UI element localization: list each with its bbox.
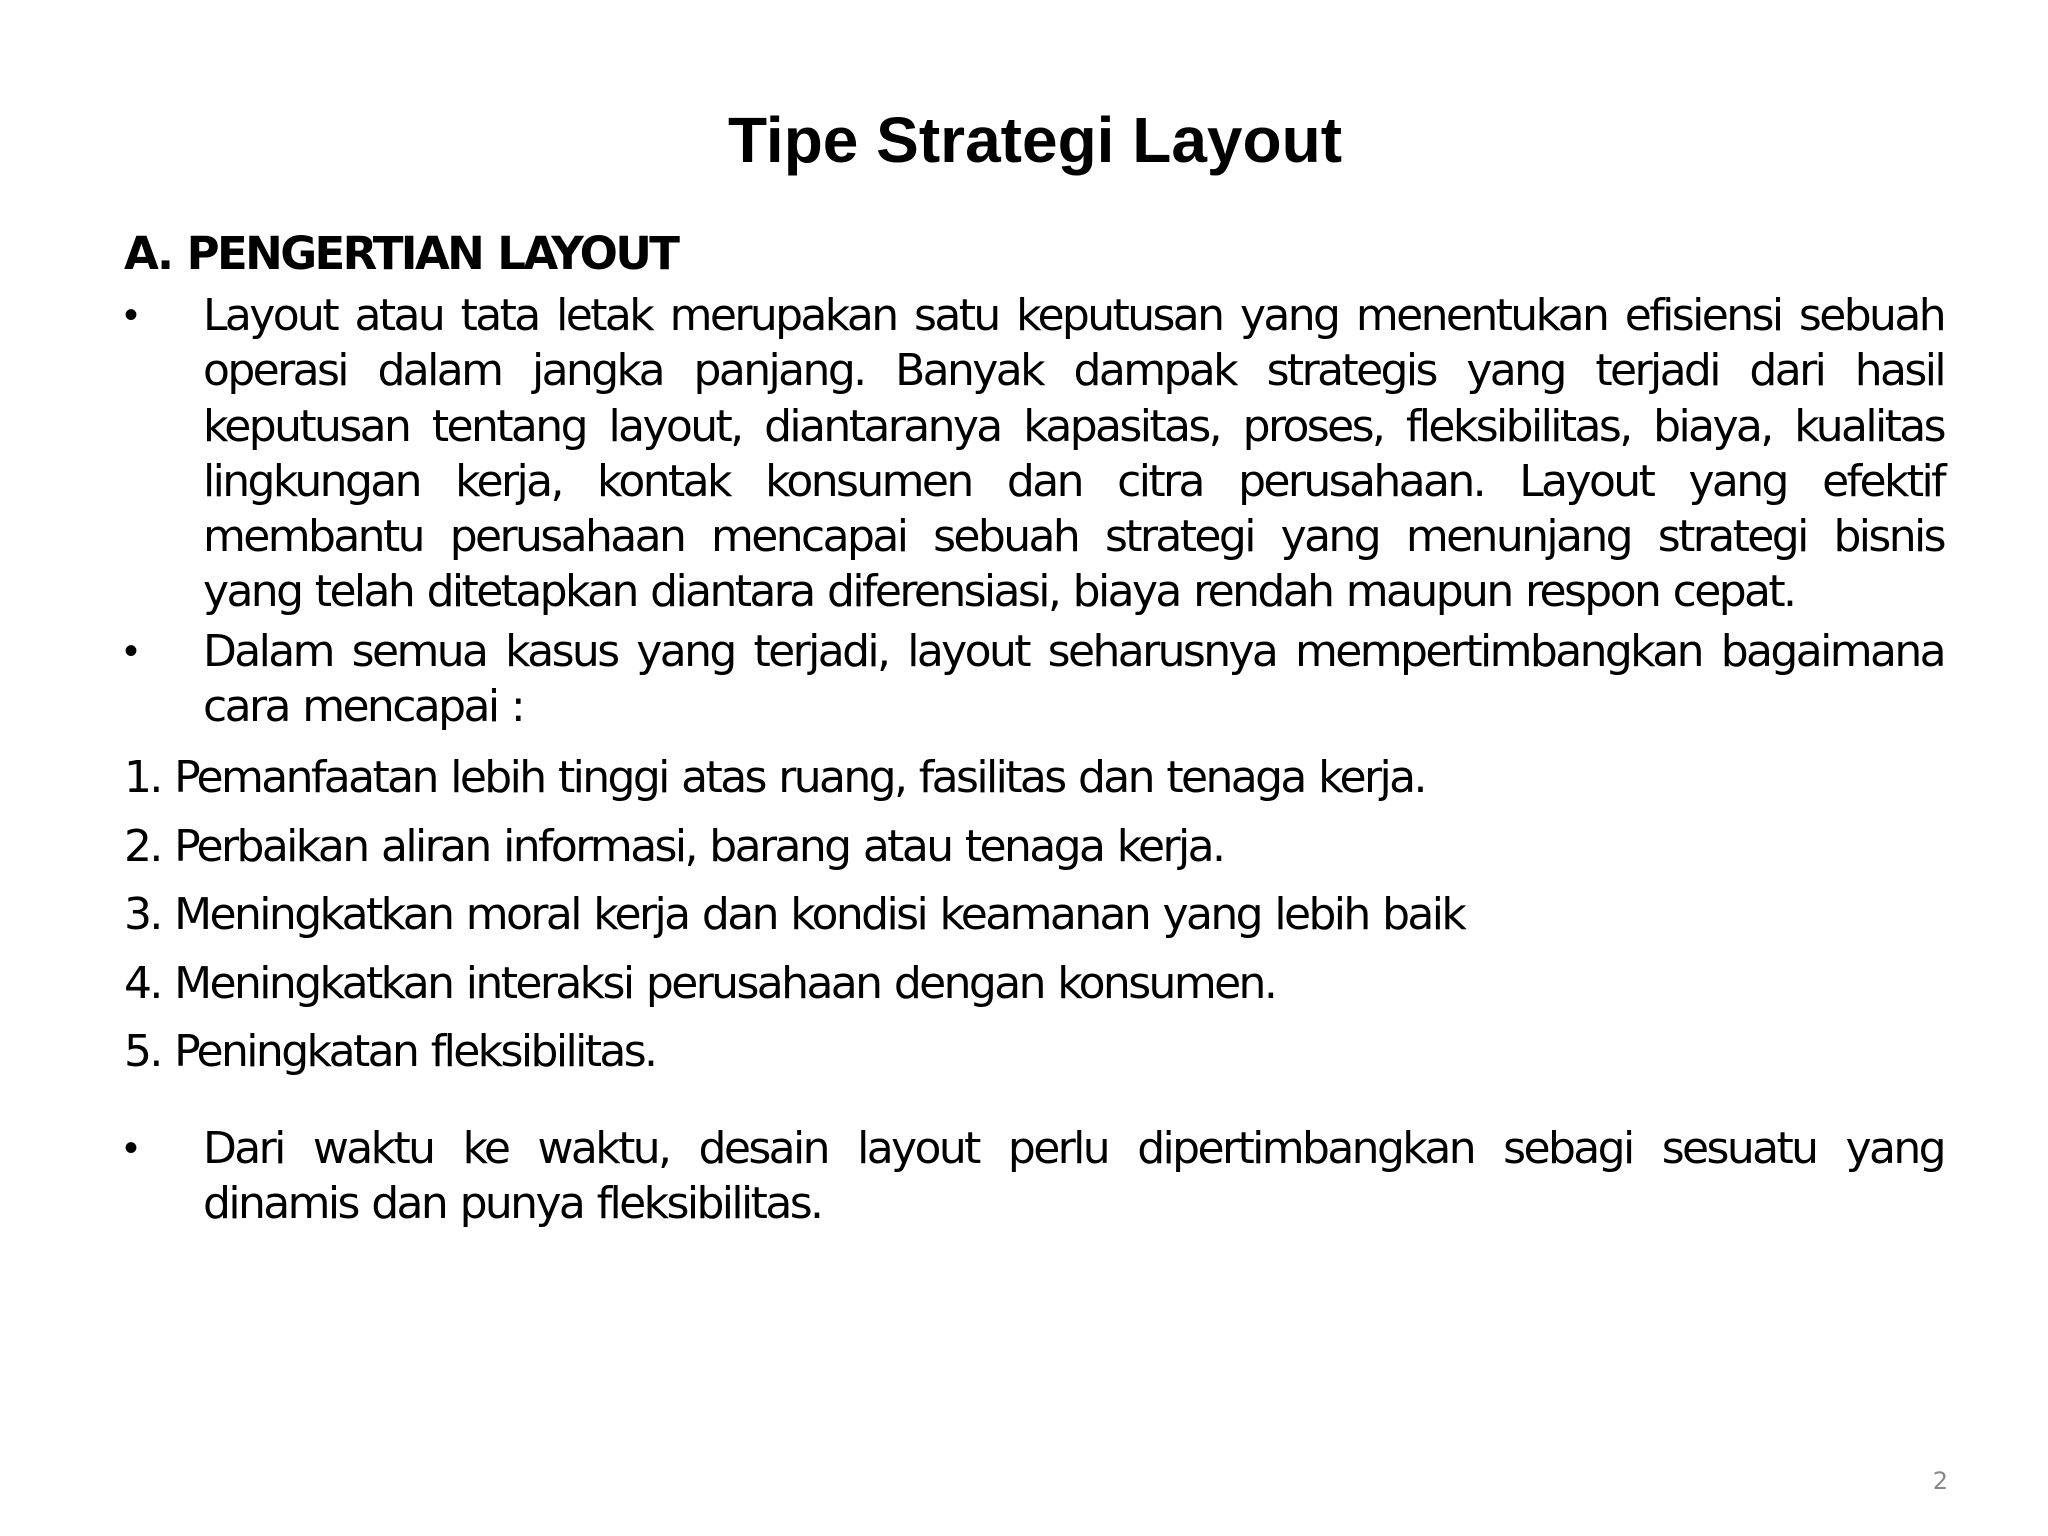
numbered-list — [124, 744, 1944, 1087]
numbered-item: 5. Peningkatan fleksibilitas. — [124, 1026, 656, 1078]
bullet-item — [124, 288, 1944, 620]
numbered-item: 1. Pemanfaatan lebih tinggi atas ruang, fasilitas dan tenaga kerja. — [124, 752, 1425, 804]
bullet-text: Dalam semua kasus yang terjadi, layout seharusnya mempertimbangkan bagaimana cara mencapai : — [203, 625, 1944, 733]
section-heading: A. PENGERTIAN LAYOUT — [124, 227, 678, 280]
bullet-text: Dari waktu ke waktu, desain layout perlu dipertimbangkan sebagi sesuatu yang dinamis dan punya fleksibilitas. — [203, 1122, 1944, 1230]
bullet-item — [124, 624, 1944, 735]
numbered-item: 4. Meningkatkan interaksi perusahaan dengan konsumen. — [124, 957, 1276, 1009]
slide-title: Tipe Strategi Layout — [727, 104, 1343, 176]
bullet-marker: • — [124, 1125, 139, 1170]
bullet-marker: • — [124, 293, 139, 337]
page-number: 2 — [1932, 1467, 1948, 1495]
bullet-marker: • — [124, 628, 139, 673]
slide-body — [124, 220, 1944, 1231]
bullet-text: Layout atau tata letak merupakan satu keputusan yang menentukan efisiensi sebuah operasi dalam jangka panjang. Banyak dampak strategis yang terjadi dari hasil keputusan tentang layout, diantaranya kapasitas, proses, fleksibilitas, biaya, kualitas lingkungan kerja, kontak konsumen dan citra perusahaan. Layout yang efektif membantu perusahaan mencapai sebuah strategi yang menunjang strategi bisnis yang telah ditetapkan diantara diferensiasi, biaya rendah maupun respon cepat. — [203, 290, 1944, 618]
bullet-item — [124, 1121, 1944, 1232]
numbered-item: 3. Meningkatkan moral kerja dan kondisi keamanan yang lebih baik — [124, 889, 1465, 941]
numbered-item: 2. Perbaikan aliran informasi, barang atau tenaga kerja. — [124, 820, 1224, 872]
